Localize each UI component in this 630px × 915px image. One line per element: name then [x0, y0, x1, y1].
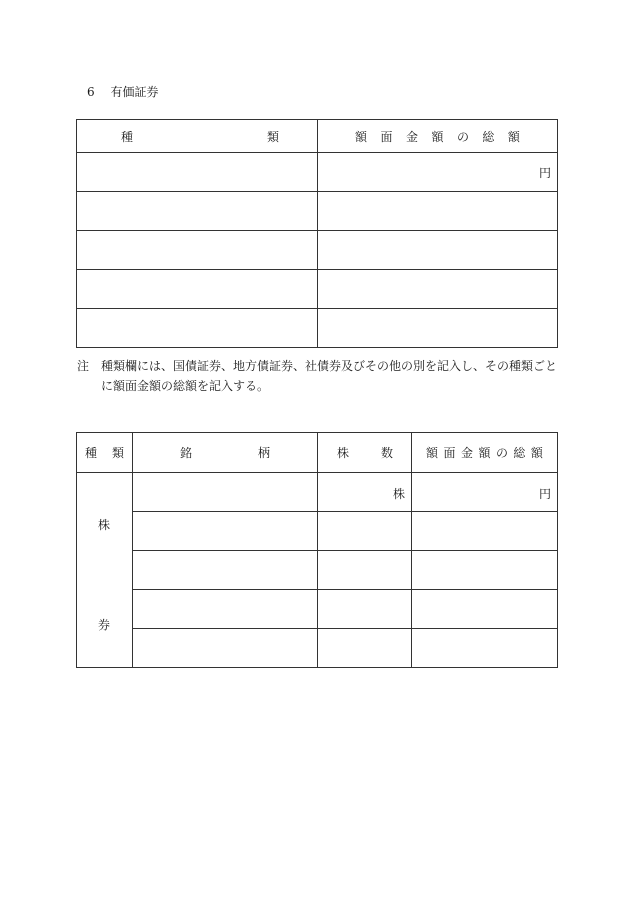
amount-cell[interactable] — [412, 590, 558, 629]
section-number: 6 — [87, 85, 95, 99]
table-row — [77, 231, 558, 270]
table-row — [77, 512, 558, 551]
table-row — [77, 270, 558, 309]
note-line-2: に額面金額の総額を記入する。 — [101, 379, 270, 393]
section-title: 有価証券 — [110, 85, 159, 99]
table-row — [77, 590, 558, 629]
note-label: 注 — [77, 359, 90, 373]
header-type: 種 類 — [77, 120, 318, 153]
shares-cell[interactable] — [318, 512, 412, 551]
header-type: 種 類 — [77, 433, 133, 473]
issue-cell[interactable] — [133, 590, 318, 629]
amount-cell[interactable] — [412, 473, 558, 512]
table-note — [77, 356, 557, 396]
shares-cell[interactable] — [318, 551, 412, 590]
shares-cell[interactable] — [318, 590, 412, 629]
yen-unit: 円 — [538, 166, 551, 180]
amount-cell[interactable] — [412, 512, 558, 551]
table-row — [77, 309, 558, 348]
header-shares: 株 数 — [318, 433, 412, 473]
amount-cell[interactable] — [318, 309, 558, 348]
issue-cell[interactable] — [133, 629, 318, 668]
note-line-1: 種類欄には、国債証券、地方債証券、社債券及びその他の別を記入し、その種類ごと — [101, 359, 558, 373]
table-header-row — [77, 120, 558, 153]
type-cell[interactable] — [77, 153, 318, 192]
type-cell[interactable] — [77, 309, 318, 348]
issue-cell[interactable] — [133, 473, 318, 512]
issue-cell[interactable] — [133, 512, 318, 551]
shares-unit: 株 — [392, 487, 405, 501]
stock-table — [76, 432, 558, 668]
issue-cell[interactable] — [133, 551, 318, 590]
type-cell[interactable] — [77, 231, 318, 270]
table-row — [77, 192, 558, 231]
type-label-1: 株 — [98, 518, 111, 532]
yen-unit: 円 — [538, 487, 551, 501]
header-face-total: 額 面 金 額 の 総 額 — [412, 433, 558, 473]
table-row — [77, 551, 558, 590]
header-face-total: 額 面 金 額 の 総 額 — [318, 120, 558, 153]
table-row — [77, 473, 558, 512]
amount-cell[interactable] — [318, 153, 558, 192]
section-heading — [87, 83, 158, 100]
header-issue: 銘 柄 — [133, 433, 318, 473]
shares-cell[interactable] — [318, 473, 412, 512]
table-row — [77, 153, 558, 192]
table-row — [77, 629, 558, 668]
stock-type-cell — [77, 473, 133, 668]
amount-cell[interactable] — [318, 270, 558, 309]
amount-cell[interactable] — [318, 192, 558, 231]
amount-cell[interactable] — [412, 629, 558, 668]
amount-cell[interactable] — [318, 231, 558, 270]
securities-total-table — [76, 119, 558, 348]
type-cell[interactable] — [77, 270, 318, 309]
shares-cell[interactable] — [318, 629, 412, 668]
type-label-2: 券 — [98, 618, 111, 632]
table-header-row — [77, 433, 558, 473]
type-cell[interactable] — [77, 192, 318, 231]
amount-cell[interactable] — [412, 551, 558, 590]
